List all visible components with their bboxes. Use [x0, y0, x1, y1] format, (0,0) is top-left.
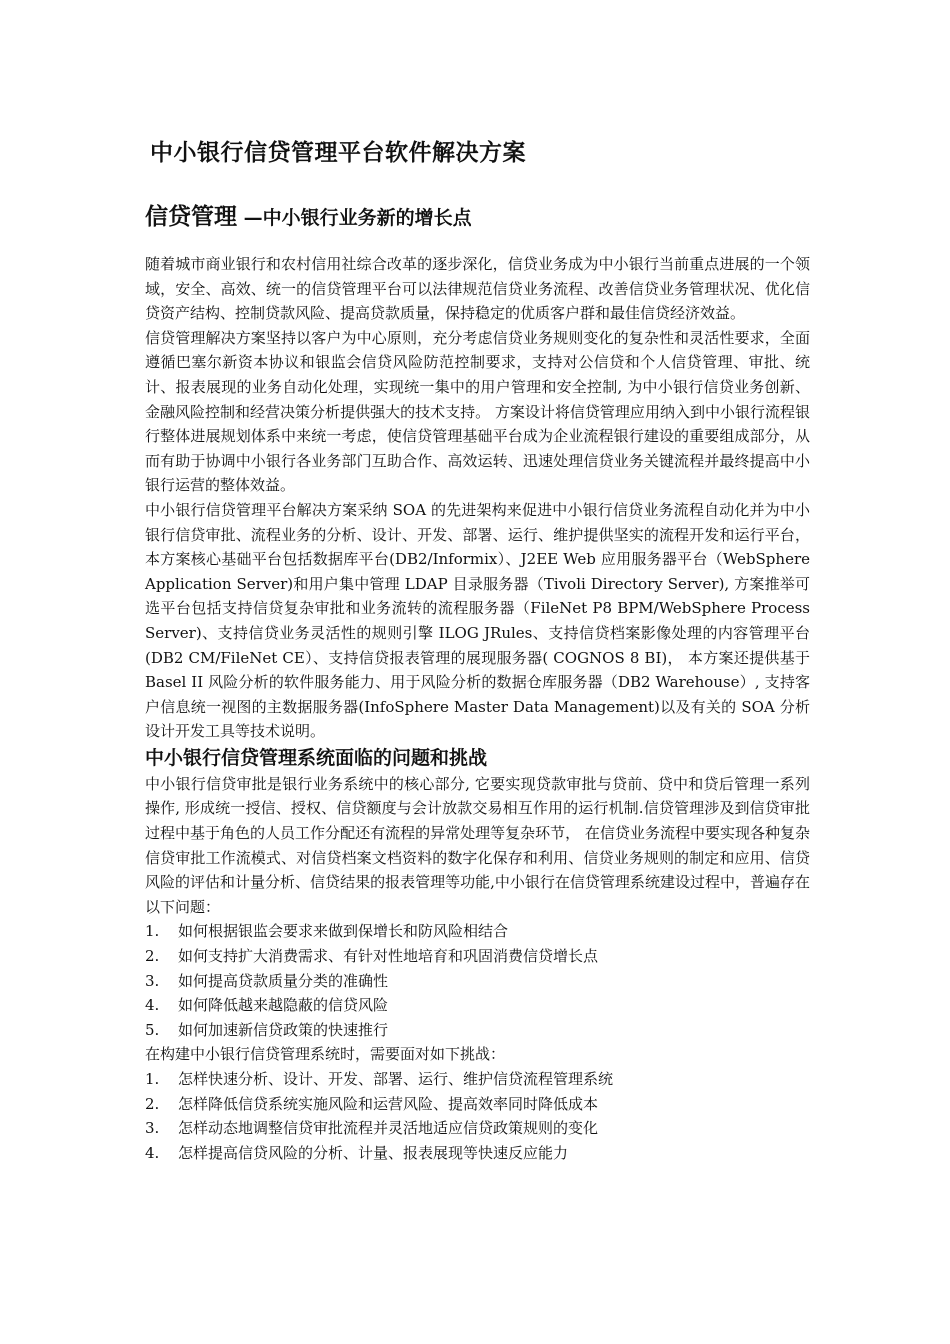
list-text: 如何提高贷款质量分类的准确性: [178, 971, 389, 990]
list-item: [145, 1067, 810, 1092]
list-text: 怎样快速分析、设计、开发、部署、运行、维护信贷流程管理系统: [178, 1070, 614, 1088]
paragraph: 信贷管理解决方案坚持以客户为中心原则，充分考虑信贷业务规则变化的复杂性和灵活性要求，全面遵循巴塞尔新资本协议和银监会信贷风险防范控制要求，支持对公信贷和个人信贷管理、审批、统计、报表展现的业务自动化处理，实现统一集中的用户管理和安全控制, 为中小银行信贷业务创新、金融风险控制和经营决策分析提供强大的技术支持。 方案设计将信贷管理应用纳入到中小银行流程银行整体进展规划体系中来统一考虑，使信贷管理基础平台成为企业流程银行建设的重要组成部分，从而有助于协调中小银行各业务部门互助合作、高效运转、迅速处理信贷业务关键流程并最终提高中小银行运营的整体效益。: [145, 328, 810, 495]
list-number: 3.: [145, 1119, 160, 1138]
list-item: [145, 969, 810, 994]
list-item: [145, 1116, 810, 1141]
paragraph: 中小银行信贷管理平台解决方案采纳 SOA 的先进架构来促进中小银行信贷业务流程自动化并为中小银行信贷审批、流程业务的分析、设计、开发、部署、运行、维护提供坚实的流程开发和运行平台，本方案核心基础平台包括数据库平台(DB2/Informix）、J2EE Web 应用服务器平台（WebSphere Application Server)和用户集中管理 LDAP 目录服务器（Tivoli Directory Server), 方案推举可选平台包括支持信贷复杂审批和业务流转的流程服务器（FileNet P8 BPM/WebSphere Process Server)、支持信贷业务灵活性的规则引擎 ILOG JRules、支持信贷档案影像处理的内容管理平台(DB2 CM/FileNet CE）、支持信贷报表管理的展现服务器( COGNOS 8 BI)， 本方案还提供基于 Basel II 风险分析的软件服务能力、用于风险分析的数据仓库服务器（DB2 Warehouse）, 支持客户信息统一视图的主数据服务器(InfoSphere Master Data Management)以及有关的 SOA 分析设计开发工具等技术说明。: [145, 500, 810, 741]
paragraph: 中小银行信贷审批是银行业务系统中的核心部分, 它要实现贷款审批与贷前、贷中和贷后管理一系列操作, 形成统一授信、授权、信贷额度与会计放款交易相互作用的运行机制.信贷管理涉及到信贷审批过程中基于角色的人员工作分配还有流程的异常处理等复杂环节， 在信贷业务流程中要实现各种复杂信贷审批工作流模式、对信贷档案文档资料的数字化保存和利用、信贷业务规则的制定和应用、信贷风险的评估和计量分析、信贷结果的报表管理等功能,中小银行在信贷管理系统建设过程中，普遍存在以下问题：: [145, 774, 810, 916]
list-item: [145, 1092, 810, 1117]
list-number: 5.: [145, 1020, 160, 1039]
list-item: [145, 1018, 810, 1043]
list-text: 如何降低越来越隐蔽的信贷风险: [178, 996, 389, 1015]
list-number: 4.: [145, 996, 160, 1015]
list-item: [145, 944, 810, 969]
list-number: 4.: [145, 1143, 160, 1162]
section-title-sub: —中小银行业务新的增长点: [237, 207, 472, 229]
list-number: 2.: [145, 947, 160, 966]
list-text: 如何支持扩大消费需求、有针对性地培育和巩固消费信贷增长点: [178, 947, 599, 966]
list-text: 如何加速新信贷政策的快速推行: [178, 1020, 389, 1039]
list-text: 怎样提高信贷风险的分析、计量、报表展现等快速反应能力: [178, 1143, 569, 1162]
document-title: 中小银行信贷管理平台软件解决方案: [150, 139, 526, 166]
list-number: 1.: [145, 922, 160, 941]
section-title-credit-management: [145, 198, 472, 231]
list-item: [145, 919, 810, 944]
paragraph: 随着城市商业银行和农村信用社综合改革的逐步深化，信贷业务成为中小银行当前重点进展的一个领域，安全、高效、统一的信贷管理平台可以法律规范信贷业务流程、改善信贷业务管理状况、优化信贷资产结构、控制贷款风险、提高贷款质量，保持稳定的优质客户群和最佳信贷经济效益。: [145, 255, 810, 323]
list-number: 1.: [145, 1070, 160, 1088]
list-text: 如何根据银监会要求来做到保增长和防风险相结合: [178, 922, 509, 941]
paragraph: 在构建中小银行信贷管理系统时，需要面对如下挑战：: [145, 1045, 506, 1064]
list-text: 怎样动态地调整信贷审批流程并灵活地适应信贷政策规则的变化: [178, 1119, 599, 1138]
list-number: 2.: [145, 1094, 160, 1113]
problem-list: [145, 919, 810, 1042]
challenge-list: [145, 1067, 810, 1165]
list-text: 怎样降低信贷系统实施风险和运营风险、提高效率同时降低成本: [178, 1094, 599, 1113]
section-title-main: 信贷管理: [145, 203, 237, 230]
list-number: 3.: [145, 971, 160, 990]
document-body: [145, 252, 810, 1165]
list-item: [145, 1141, 810, 1166]
list-item: [145, 993, 810, 1018]
section-heading-problems: 中小银行信贷管理系统面临的问题和挑战: [145, 746, 488, 769]
